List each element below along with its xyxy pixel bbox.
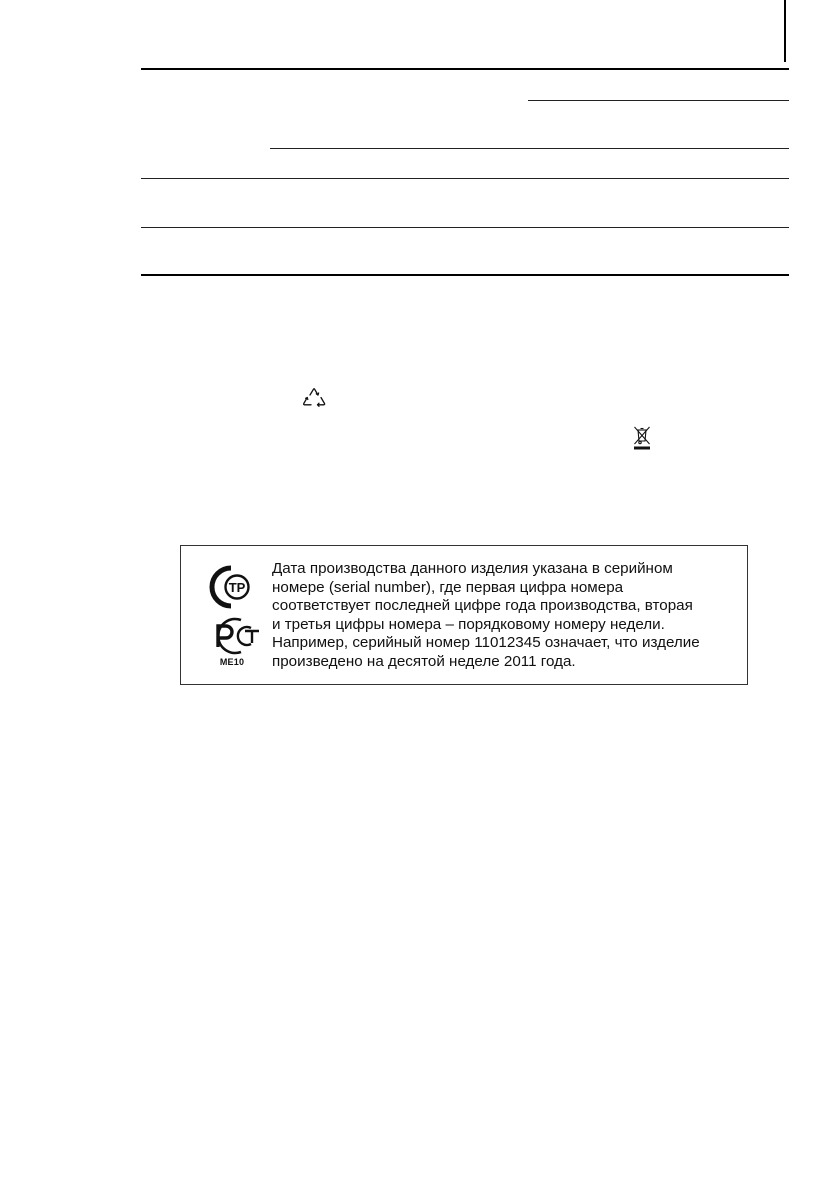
- table-header-subrule: [528, 100, 789, 101]
- text-line: Например, серийный номер 11012345 означает, что изделие: [272, 634, 700, 652]
- gost-tr-mark-icon: [201, 564, 263, 610]
- certification-code: ME10: [219, 657, 245, 667]
- svg-text:ТР: ТР: [228, 580, 246, 595]
- table-row-rule: [141, 178, 789, 179]
- text-line: соответствует последней цифре года производства, вторая: [272, 597, 693, 615]
- crossed-out-wheelie-bin-icon: [631, 425, 653, 451]
- margin-rule: [784, 0, 786, 62]
- recycle-icon: [300, 386, 328, 412]
- manufacture-date-explanation: [272, 560, 742, 672]
- certification-logos: [201, 564, 263, 674]
- text-line: произведено на десятой неделе 2011 года.: [272, 652, 576, 670]
- text-line: Дата производства данного изделия указана в серийном: [272, 560, 673, 577]
- text-line: номере (serial number), где первая цифра номера: [272, 578, 624, 596]
- table-row-rule: [141, 227, 789, 228]
- specs-table: [141, 68, 789, 276]
- table-bottom-rule: [141, 274, 789, 276]
- pct-mark-icon: [207, 616, 261, 656]
- table-top-rule: [141, 68, 789, 70]
- text-line: и третья цифры номера – порядковому номеру недели.: [272, 615, 665, 633]
- certification-notice: [180, 545, 748, 685]
- table-header-rule: [270, 148, 789, 149]
